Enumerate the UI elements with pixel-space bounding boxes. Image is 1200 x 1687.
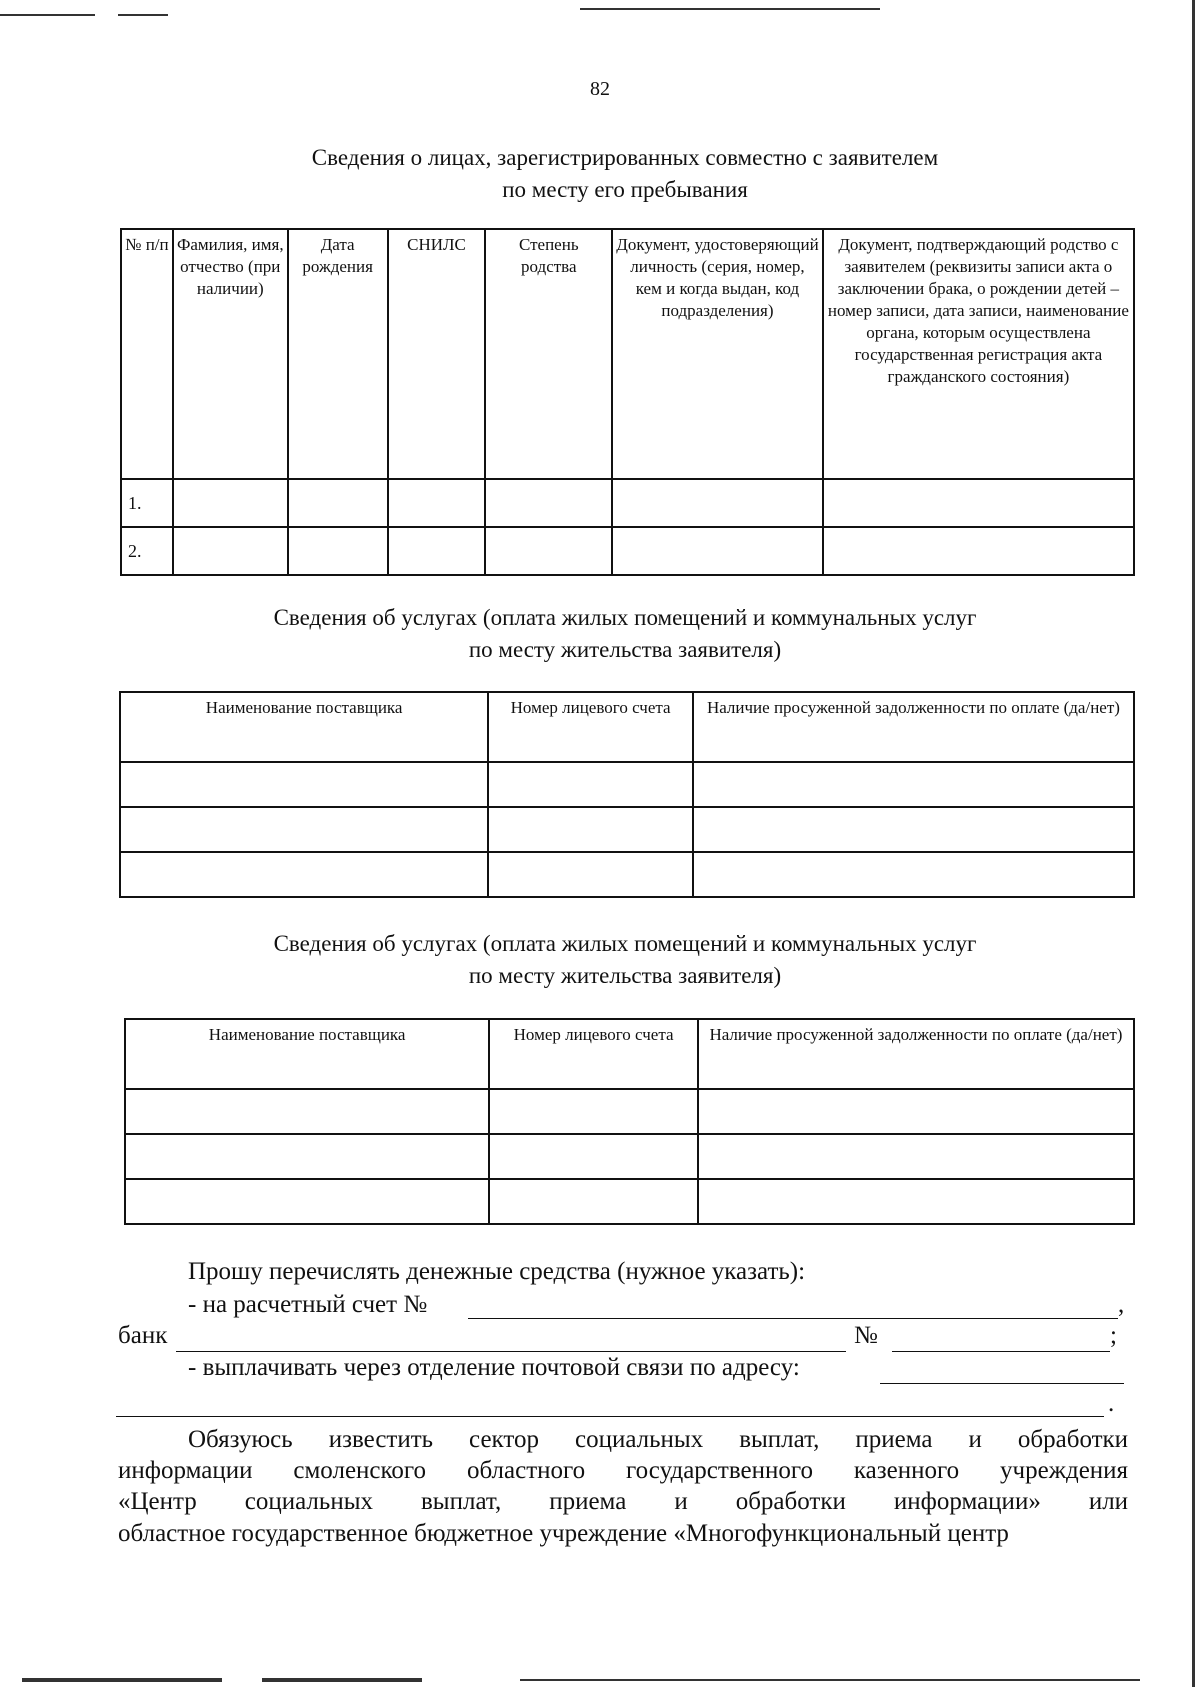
section3-title-line2: по месту жительства заявителя) <box>468 963 782 988</box>
obligation-line1: Обязуюсь известить сектор социальных выплат, приема и обработки <box>188 1426 1129 1453</box>
col-account-header: Номер лицевого счета <box>489 1019 698 1089</box>
section1-title <box>0 142 1200 206</box>
debt-cell[interactable] <box>693 762 1134 807</box>
table-row <box>120 762 1134 807</box>
table-header-row <box>125 1019 1134 1089</box>
post-address-field[interactable] <box>880 1383 1124 1384</box>
scan-artifact <box>0 14 95 16</box>
kinship-doc-cell[interactable] <box>823 527 1134 575</box>
bank-semicolon: ; <box>1110 1322 1117 1349</box>
table-row <box>125 1134 1134 1179</box>
scan-artifact <box>520 1679 1140 1681</box>
supplier-cell[interactable] <box>120 807 488 852</box>
table-row <box>121 479 1134 527</box>
account-cell[interactable] <box>488 807 693 852</box>
identity-doc-cell[interactable] <box>612 527 823 575</box>
section2-title <box>0 602 1200 666</box>
debt-cell[interactable] <box>693 852 1134 897</box>
account-cell[interactable] <box>489 1089 698 1134</box>
col-account-header: Номер лицевого счета <box>488 692 693 762</box>
table-row <box>120 807 1134 852</box>
snils-cell[interactable] <box>388 527 486 575</box>
address-period: . <box>1108 1390 1115 1417</box>
account-cell[interactable] <box>488 762 693 807</box>
supplier-cell[interactable] <box>120 852 488 897</box>
fullname-cell[interactable] <box>173 479 288 527</box>
col-number-header: № п/п <box>121 229 173 479</box>
obligation-line2: информации смоленского областного государственного казенного учреждения <box>118 1457 1129 1484</box>
table-header-row <box>120 692 1134 762</box>
col-supplier-header: Наименование поставщика <box>120 692 488 762</box>
birthdate-cell[interactable] <box>288 479 388 527</box>
obligation-line3: «Центр социальных выплат, приема и обработки информации» или <box>118 1488 1129 1515</box>
post-office-label: - выплачивать через отделение почтовой связи по адресу: <box>188 1354 800 1381</box>
services-table-1 <box>119 691 1135 898</box>
table-row <box>120 852 1134 897</box>
bank-number-field[interactable] <box>892 1351 1110 1352</box>
col-fullname-header: Фамилия, имя, отчество (при наличии) <box>173 229 288 479</box>
relation-cell[interactable] <box>485 527 612 575</box>
col-supplier-header: Наименование поставщика <box>125 1019 489 1089</box>
section1-title-line1: Сведения о лицах, зарегистрированных совместно с заявителем <box>311 145 939 170</box>
col-debt-header: Наличие просуженной задолженности по оплате (да/нет) <box>698 1019 1134 1089</box>
account-comma: , <box>1118 1291 1125 1318</box>
table-header-row <box>121 229 1134 479</box>
debt-cell[interactable] <box>698 1089 1134 1134</box>
scan-artifact <box>118 14 168 16</box>
section3-title-line1: Сведения об услугах (оплата жилых помещений и коммунальных услуг <box>273 931 977 956</box>
debt-cell[interactable] <box>693 807 1134 852</box>
supplier-cell[interactable] <box>125 1134 489 1179</box>
account-cell[interactable] <box>489 1134 698 1179</box>
table-row <box>125 1179 1134 1224</box>
bank-number-label: № <box>854 1322 878 1349</box>
debt-cell[interactable] <box>698 1179 1134 1224</box>
col-identity-doc-header: Документ, удостоверяющий личность (серия, номер, кем и когда выдан, код подразделения) <box>612 229 823 479</box>
row-number: 1. <box>121 479 173 527</box>
col-relation-header: Степень родства <box>485 229 612 479</box>
kinship-doc-cell[interactable] <box>823 479 1134 527</box>
snils-cell[interactable] <box>388 479 486 527</box>
col-snils-header: СНИЛС <box>388 229 486 479</box>
payment-request-text: Прошу перечислять денежные средства (нужное указать): <box>188 1258 806 1285</box>
section3-title <box>0 928 1200 992</box>
scan-artifact <box>22 1678 222 1682</box>
supplier-cell[interactable] <box>120 762 488 807</box>
identity-doc-cell[interactable] <box>612 479 823 527</box>
section1-title-line2: по месту его пребывания <box>502 177 748 202</box>
col-debt-header: Наличие просуженной задолженности по оплате (да/нет) <box>693 692 1134 762</box>
account-number-field[interactable] <box>468 1318 1118 1319</box>
birthdate-cell[interactable] <box>288 527 388 575</box>
registered-persons-table <box>120 228 1135 576</box>
services-table-2 <box>124 1018 1135 1225</box>
account-cell[interactable] <box>489 1179 698 1224</box>
page-number: 82 <box>590 78 610 100</box>
scan-artifact <box>580 8 880 10</box>
obligation-line4: областное государственное бюджетное учреждение «Многофункциональный центр <box>118 1520 1009 1547</box>
fullname-cell[interactable] <box>173 527 288 575</box>
row-number: 2. <box>121 527 173 575</box>
account-label: - на расчетный счет № <box>188 1291 428 1318</box>
supplier-cell[interactable] <box>125 1089 489 1134</box>
bank-label: банк <box>118 1322 168 1349</box>
post-address-field-continued[interactable] <box>116 1416 1104 1417</box>
col-birthdate-header: Дата рождения <box>288 229 388 479</box>
scan-artifact <box>262 1678 422 1682</box>
account-cell[interactable] <box>488 852 693 897</box>
col-kinship-doc-header: Документ, подтверждающий родство с заявителем (реквизиты записи акта о заключении брака, о рождении детей – номер записи, дата записи, наименование органа, которым осуществлена государственная регистрация акта гражданского состояния) <box>823 229 1134 479</box>
section2-title-line1: Сведения об услугах (оплата жилых помещений и коммунальных услуг <box>273 605 977 630</box>
relation-cell[interactable] <box>485 479 612 527</box>
scan-artifact <box>1192 0 1195 1687</box>
table-row <box>125 1089 1134 1134</box>
supplier-cell[interactable] <box>125 1179 489 1224</box>
debt-cell[interactable] <box>698 1134 1134 1179</box>
section2-title-line2: по месту жительства заявителя) <box>468 637 782 662</box>
table-row <box>121 527 1134 575</box>
